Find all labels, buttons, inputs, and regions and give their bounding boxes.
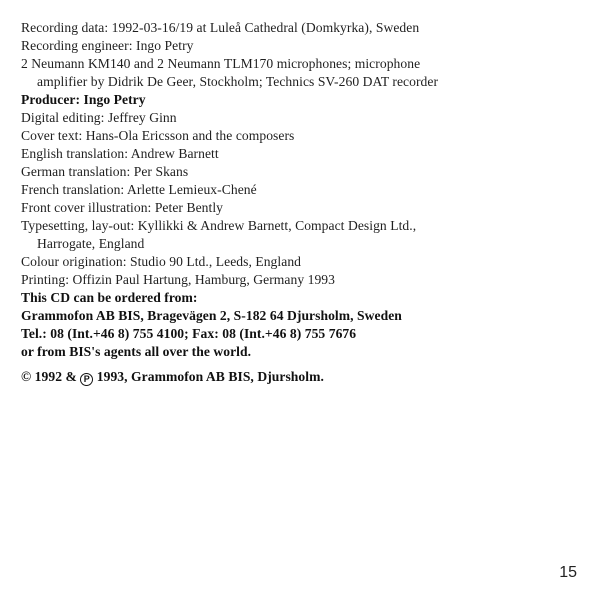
printing-line: Printing: Offizin Paul Hartung, Hamburg, Germany 1993 <box>21 272 336 287</box>
front-cover-illustration-line: Front cover illustration: Peter Bently <box>21 200 223 215</box>
phonogram-icon: P <box>80 373 93 386</box>
typesetting-line-1: Typesetting, lay-out: Kyllikki & Andrew Barnett, Compact Design Ltd., <box>21 218 417 233</box>
digital-editing-line: Digital editing: Jeffrey Ginn <box>21 110 177 125</box>
recording-engineer-line: Recording engineer: Ingo Petry <box>21 38 194 53</box>
ordering-phone-fax: Tel.: 08 (Int.+46 8) 755 4100; Fax: 08 (Int.+46 8) 755 7676 <box>21 326 357 341</box>
equipment-line-1: 2 Neumann KM140 and 2 Neumann TLM170 microphones; microphone <box>21 56 421 71</box>
copyright-line <box>21 368 586 386</box>
recording-data-line: Recording data: 1992-03-16/19 at Luleå Cathedral (Domkyrka), Sweden <box>21 20 420 35</box>
ordering-agents: or from BIS's agents all over the world. <box>21 344 252 359</box>
colour-origination-line: Colour origination: Studio 90 Ltd., Leeds, England <box>21 254 302 269</box>
typesetting-line-2: Harrogate, England <box>37 236 145 251</box>
french-translation-line: French translation: Arlette Lemieux-Chené <box>21 182 257 197</box>
ordering-heading: This CD can be ordered from: <box>21 290 198 305</box>
copyright-suffix: 1993, Grammofon AB BIS, Djursholm. <box>93 369 324 384</box>
ordering-address: Grammofon AB BIS, Bragevägen 2, S-182 64 Djursholm, Sweden <box>21 308 402 323</box>
copyright-prefix: © 1992 & <box>21 369 81 384</box>
credits-block <box>21 19 586 386</box>
equipment-line-2: amplifier by Didrik De Geer, Stockholm; Technics SV-260 DAT recorder <box>37 74 439 89</box>
page-number: 15 <box>559 564 577 581</box>
cover-text-line: Cover text: Hans-Ola Ericsson and the composers <box>21 128 295 143</box>
producer-line: Producer: Ingo Petry <box>21 92 146 107</box>
ordering-block <box>21 289 586 361</box>
german-translation-line: German translation: Per Skans <box>21 164 189 179</box>
english-translation-line: English translation: Andrew Barnett <box>21 146 219 161</box>
